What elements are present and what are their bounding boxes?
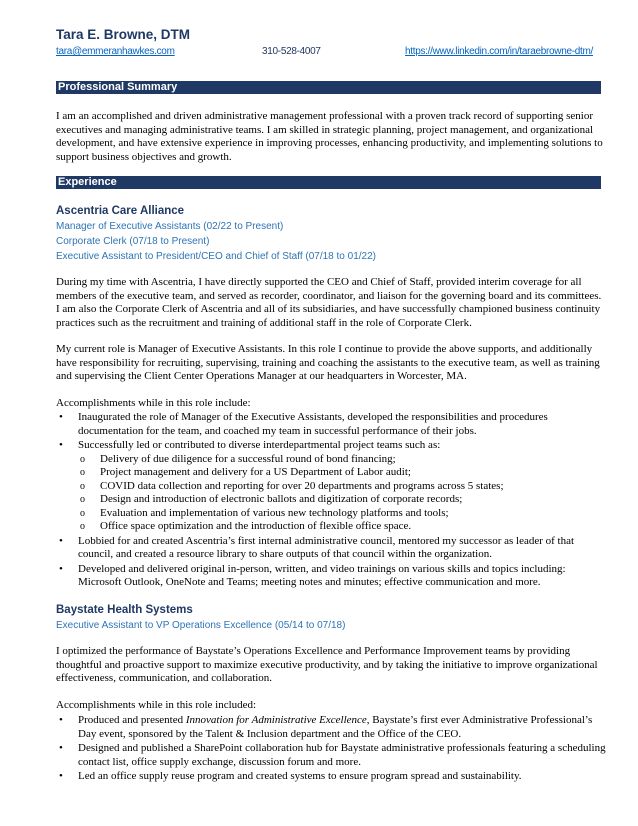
linkedin-link[interactable]: https://www.linkedin.com/in/taraebrowne-dtm/ (405, 46, 593, 57)
list-item (56, 439, 606, 534)
sub-list-item: o Design and introduction of electronic ballots and digitization of corporate records; (78, 493, 606, 507)
job-description: During my time with Ascentria, I have directly supported the CEO and Chief of Staff, provided interim coverage for all members of the executive team, and served as recorder, coordinator, and liaison for the governing board and its committees. I am also the Corporate Clerk of Ascentria and all of its subsidiaries, and have successfully championed business continuity practices such as the recruitment and training of additional staff in the role of Corporate Clerk. (56, 276, 602, 329)
list-item (56, 742, 606, 769)
project-sublist (78, 453, 606, 534)
list-item-text: Successfully led or contributed to diverse interdepartmental project teams such as: (78, 439, 441, 451)
section-heading-summary: Professional Summary (56, 81, 601, 94)
list-item-text: Lobbied for and created Ascentria’s first internal administrative council, mentored my successor as leader of that council, and created a resource library to share outputs of that council within the organization. (78, 534, 575, 560)
job-role: Corporate Clerk (07/18 to Present) (56, 236, 210, 247)
sub-list-item: o COVID data collection and reporting for over 20 departments and programs across 5 states; (78, 480, 606, 494)
phone-number: 310-528-4007 (262, 46, 321, 57)
accomplishments-intro: Accomplishments while in this role include: (56, 397, 251, 409)
list-item-text: Developed and delivered original in-person, written, and video trainings on various skills and topics including: Microsoft Outlook, OneNote and Teams; meeting notes and minutes; effective communication and more. (78, 562, 566, 588)
event-title: Innovation for Administrative Excellence (185, 714, 367, 726)
section-heading-experience: Experience (56, 176, 601, 189)
accomplishments-list (56, 411, 606, 591)
list-item (56, 535, 606, 562)
company-name: Ascentria Care Alliance (56, 205, 185, 217)
list-item-text-end: , Baystate’s first ever Administrative Professional’s Day event, sponsored by the Talent & Inclusion department and the Office of the CEO. (78, 714, 593, 740)
summary-text: I am an accomplished and driven administrative management professional with a proven track record of supporting senior executives and managing administrative teams. I am skilled in strategic planning, project management, and organizational development, and have extensive experience in improving processes, enhancing productivity, and implementing solutions to support business objectives and growth. (56, 110, 603, 163)
list-item (56, 770, 606, 784)
accomplishments-intro: Accomplishments while in this role included: (56, 699, 257, 711)
sub-list-item: o Project management and delivery for a US Department of Labor audit; (78, 466, 606, 480)
company-name: Baystate Health Systems (56, 604, 193, 616)
list-item (56, 714, 606, 741)
job-role: Manager of Executive Assistants (02/22 to Present) (56, 221, 284, 232)
job-role: Executive Assistant to VP Operations Excellence (05/14 to 07/18) (56, 620, 346, 631)
sub-list-item: o Office space optimization and the introduction of flexible office space. (78, 520, 606, 534)
job-description: My current role is Manager of Executive Assistants. In this role I continue to provide the above supports, and additionally have responsibility for recruiting, supervising, training and coaching the assistants to the executive team, as well as training and supervising the Client Center Operations Manager at our headquarters in Worcester, MA. (56, 343, 600, 382)
list-item-text: Inaugurated the role of Manager of the Executive Assistants, developed the responsibilities and procedures documentation for the team, and coached my team in successful performance of their jobs. (78, 411, 548, 437)
list-item (56, 563, 606, 590)
accomplishments-list (56, 714, 606, 785)
job-role: Executive Assistant to President/CEO and Chief of Staff (07/18 to 01/22) (56, 251, 376, 262)
email-link[interactable]: tara@emmeranhawkes.com (56, 46, 175, 57)
list-item-text: Led an office supply reuse program and created systems to ensure program spread and sustainability. (78, 770, 522, 782)
job-description: I optimized the performance of Baystate’s Operations Excellence and Performance Improvement teams by providing thoughtful and proactive support to maximize executive productivity, and by taking the initiative to improve organizational effectiveness, communication, and collaboration. (56, 645, 598, 684)
sub-list-item: o Delivery of due diligence for a successful round of bond financing; (78, 453, 606, 467)
list-item-text: Designed and published a SharePoint collaboration hub for Baystate administrative professionals featuring a scheduling contact list, office supply exchange, discussion forum and more. (78, 742, 606, 768)
list-item (56, 411, 606, 438)
list-item-text-start: Produced and presented (78, 714, 186, 726)
candidate-name: Tara E. Browne, DTM (56, 27, 191, 42)
sub-list-item: o Evaluation and implementation of various new technology platforms and tools; (78, 507, 606, 521)
